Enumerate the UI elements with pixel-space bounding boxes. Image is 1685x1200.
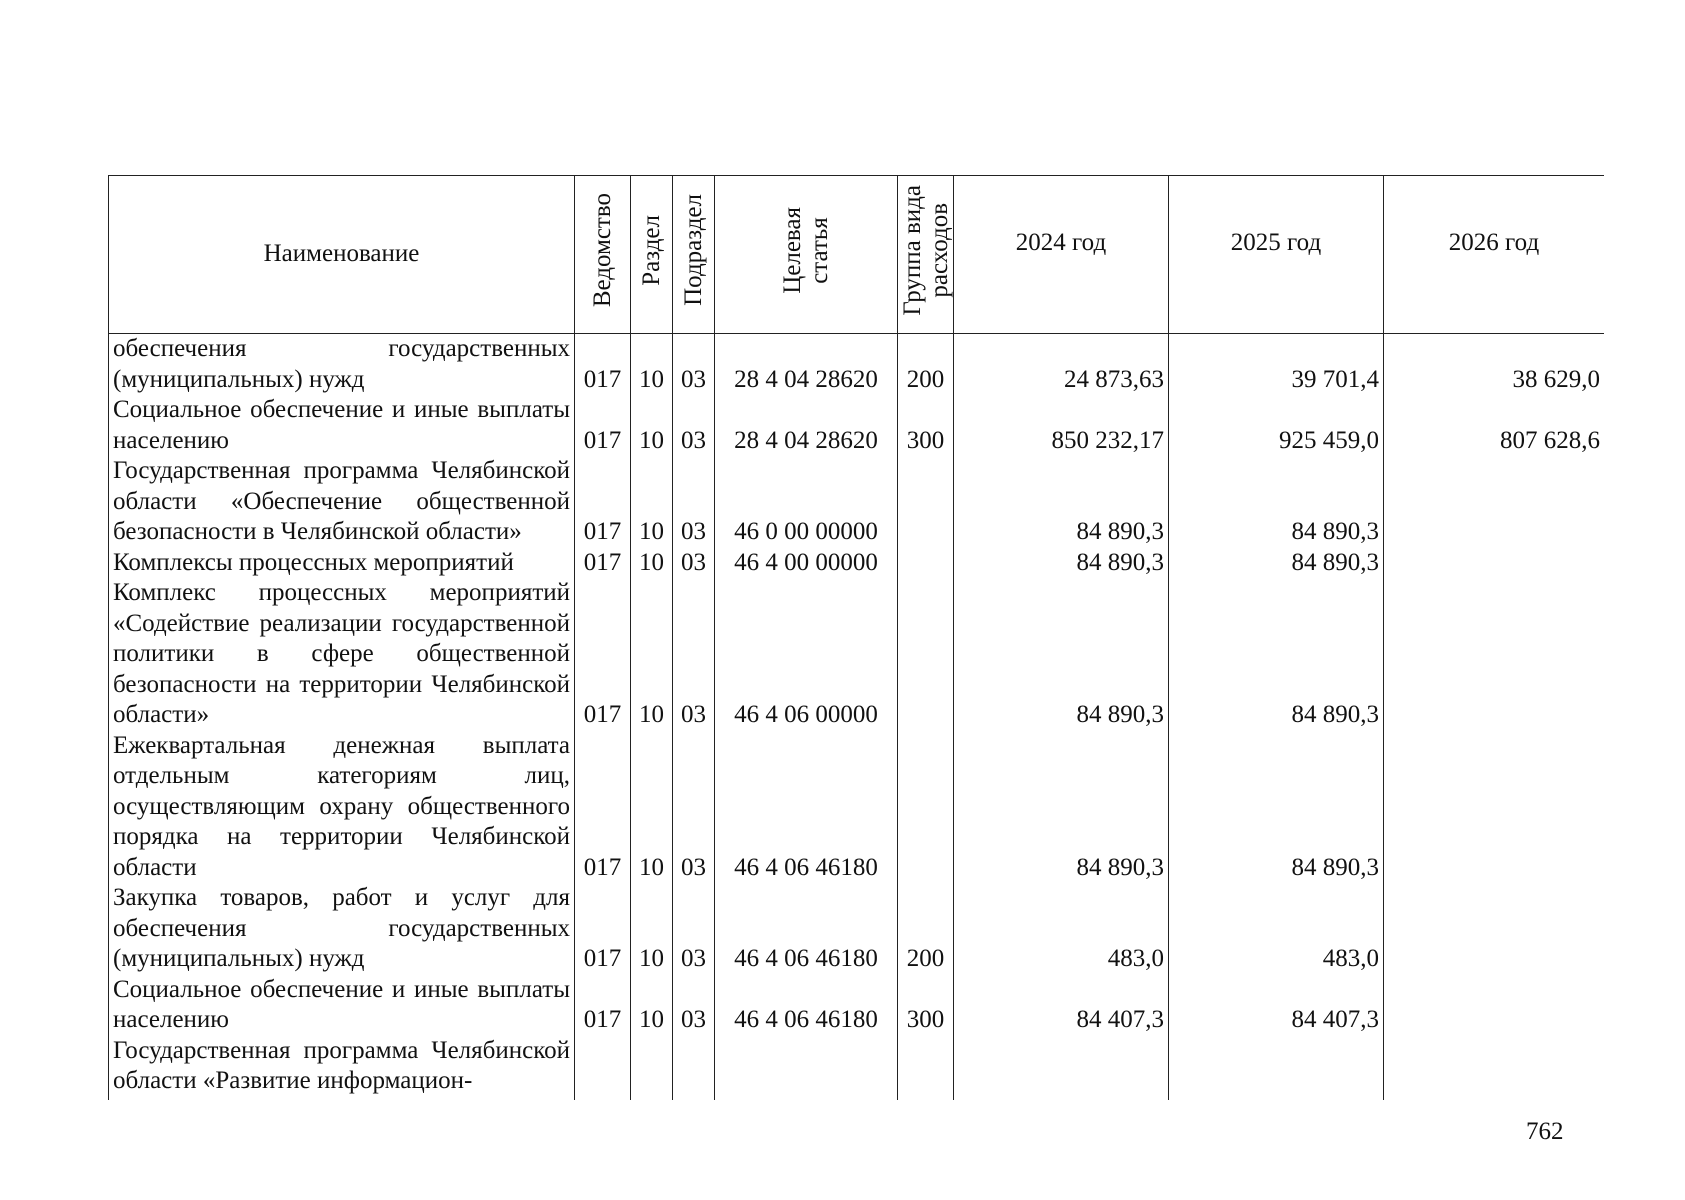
row-amount-2026	[1384, 1036, 1605, 1097]
row-amount-2025: 84 890,3	[1169, 578, 1384, 731]
row-vedomstvo: 017	[575, 578, 631, 731]
row-target: 46 4 06 46180	[715, 883, 898, 975]
row-razdel: 10	[631, 334, 673, 396]
row-razdel: 10	[631, 731, 673, 884]
row-group: 300	[898, 975, 954, 1036]
budget-table	[108, 175, 1604, 1100]
row-group	[898, 456, 954, 548]
row-razdel: 10	[631, 456, 673, 548]
row-podrazdel: 03	[673, 548, 715, 579]
table-header-row	[109, 176, 1605, 334]
row-target: 46 0 00 00000	[715, 456, 898, 548]
row-vedomstvo: 017	[575, 334, 631, 396]
row-name: Государственная программа Челябинской области «Обеспечение общественной безопасности в Челябинской области»	[109, 456, 575, 548]
row-vedomstvo: 017	[575, 548, 631, 579]
header-year-2024: 2024 год	[954, 176, 1169, 334]
row-amount-2025: 84 890,3	[1169, 456, 1384, 548]
row-razdel: 10	[631, 395, 673, 456]
row-group: 300	[898, 395, 954, 456]
row-target: 28 4 04 28620	[715, 334, 898, 396]
row-amount-2024	[954, 1036, 1169, 1097]
row-group	[898, 548, 954, 579]
row-amount-2025: 925 459,0	[1169, 395, 1384, 456]
row-amount-2025	[1169, 1036, 1384, 1097]
row-target	[715, 1036, 898, 1097]
row-vedomstvo: 017	[575, 883, 631, 975]
row-amount-2025: 39 701,4	[1169, 334, 1384, 396]
header-tselevaya-statya: Целевая статья	[715, 176, 898, 334]
row-podrazdel	[673, 1036, 715, 1097]
row-amount-2025: 84 407,3	[1169, 975, 1384, 1036]
row-razdel: 10	[631, 975, 673, 1036]
header-name: Наименование	[109, 176, 575, 334]
row-name: Государственная программа Челябинской области «Развитие информацион-	[109, 1036, 575, 1097]
row-razdel: 10	[631, 578, 673, 731]
row-name: Комплексы процессных мероприятий	[109, 548, 575, 579]
row-podrazdel: 03	[673, 395, 715, 456]
row-amount-2026	[1384, 883, 1605, 975]
row-group: 200	[898, 334, 954, 396]
row-amount-2024: 84 890,3	[954, 578, 1169, 731]
row-podrazdel: 03	[673, 456, 715, 548]
table-row	[109, 1036, 1605, 1097]
row-amount-2026: 38 629,0	[1384, 334, 1605, 396]
table-row	[109, 578, 1605, 731]
row-podrazdel: 03	[673, 334, 715, 396]
row-podrazdel: 03	[673, 731, 715, 884]
budget-table-container	[108, 175, 1604, 1100]
row-razdel	[631, 1036, 673, 1097]
row-amount-2025: 84 890,3	[1169, 548, 1384, 579]
table-row	[109, 731, 1605, 884]
header-razdel: Раздел	[631, 176, 673, 334]
table-row	[109, 883, 1605, 975]
header-gruppa-vida-rashodov: Группа вида расходов	[898, 176, 954, 334]
row-amount-2026	[1384, 578, 1605, 731]
row-amount-2026	[1384, 456, 1605, 548]
row-podrazdel: 03	[673, 578, 715, 731]
row-vedomstvo: 017	[575, 456, 631, 548]
header-vedomstvo: Ведомство	[575, 176, 631, 334]
row-amount-2025: 483,0	[1169, 883, 1384, 975]
row-target: 46 4 06 46180	[715, 975, 898, 1036]
row-name: Закупка товаров, работ и услуг для обеспечения государственных (муниципальных) нужд	[109, 883, 575, 975]
table-row	[109, 395, 1605, 456]
row-name: Социальное обеспечение и иные выплаты населению	[109, 975, 575, 1036]
row-group	[898, 578, 954, 731]
row-vedomstvo: 017	[575, 395, 631, 456]
row-amount-2024: 84 890,3	[954, 548, 1169, 579]
row-amount-2026	[1384, 731, 1605, 884]
row-amount-2026	[1384, 548, 1605, 579]
header-year-2025: 2025 год	[1169, 176, 1384, 334]
row-group	[898, 731, 954, 884]
row-target: 46 4 06 46180	[715, 731, 898, 884]
row-target: 46 4 06 00000	[715, 578, 898, 731]
row-target: 46 4 00 00000	[715, 548, 898, 579]
row-vedomstvo: 017	[575, 975, 631, 1036]
row-group	[898, 1036, 954, 1097]
row-name: Социальное обеспечение и иные выплаты населению	[109, 395, 575, 456]
row-group: 200	[898, 883, 954, 975]
header-podrazdel: Подраздел	[673, 176, 715, 334]
row-target: 28 4 04 28620	[715, 395, 898, 456]
row-name: Комплекс процессных мероприятий «Содействие реализации государственной политики в сфере общественной безопасности на территории Челябинской области»	[109, 578, 575, 731]
row-name: Ежеквартальная денежная выплата отдельным категориям лиц, осуществляющим охрану общественного порядка на территории Челябинской области	[109, 731, 575, 884]
row-amount-2024: 84 890,3	[954, 456, 1169, 548]
table-row	[109, 456, 1605, 548]
table-row	[109, 975, 1605, 1036]
row-amount-2026: 807 628,6	[1384, 395, 1605, 456]
row-amount-2026	[1384, 975, 1605, 1036]
row-razdel: 10	[631, 883, 673, 975]
row-amount-2025: 84 890,3	[1169, 731, 1384, 884]
page-number: 762	[1526, 1118, 1564, 1145]
table-row	[109, 548, 1605, 579]
row-vedomstvo	[575, 1036, 631, 1097]
row-vedomstvo: 017	[575, 731, 631, 884]
row-amount-2024: 483,0	[954, 883, 1169, 975]
row-amount-2024: 84 407,3	[954, 975, 1169, 1036]
row-podrazdel: 03	[673, 883, 715, 975]
table-continuation	[109, 1097, 1605, 1101]
row-amount-2024: 24 873,63	[954, 334, 1169, 396]
row-amount-2024: 850 232,17	[954, 395, 1169, 456]
header-year-2026: 2026 год	[1384, 176, 1605, 334]
row-amount-2024: 84 890,3	[954, 731, 1169, 884]
table-row	[109, 334, 1605, 396]
row-podrazdel: 03	[673, 975, 715, 1036]
row-razdel: 10	[631, 548, 673, 579]
row-name: обеспечения государственных (муниципальных) нужд	[109, 334, 575, 396]
